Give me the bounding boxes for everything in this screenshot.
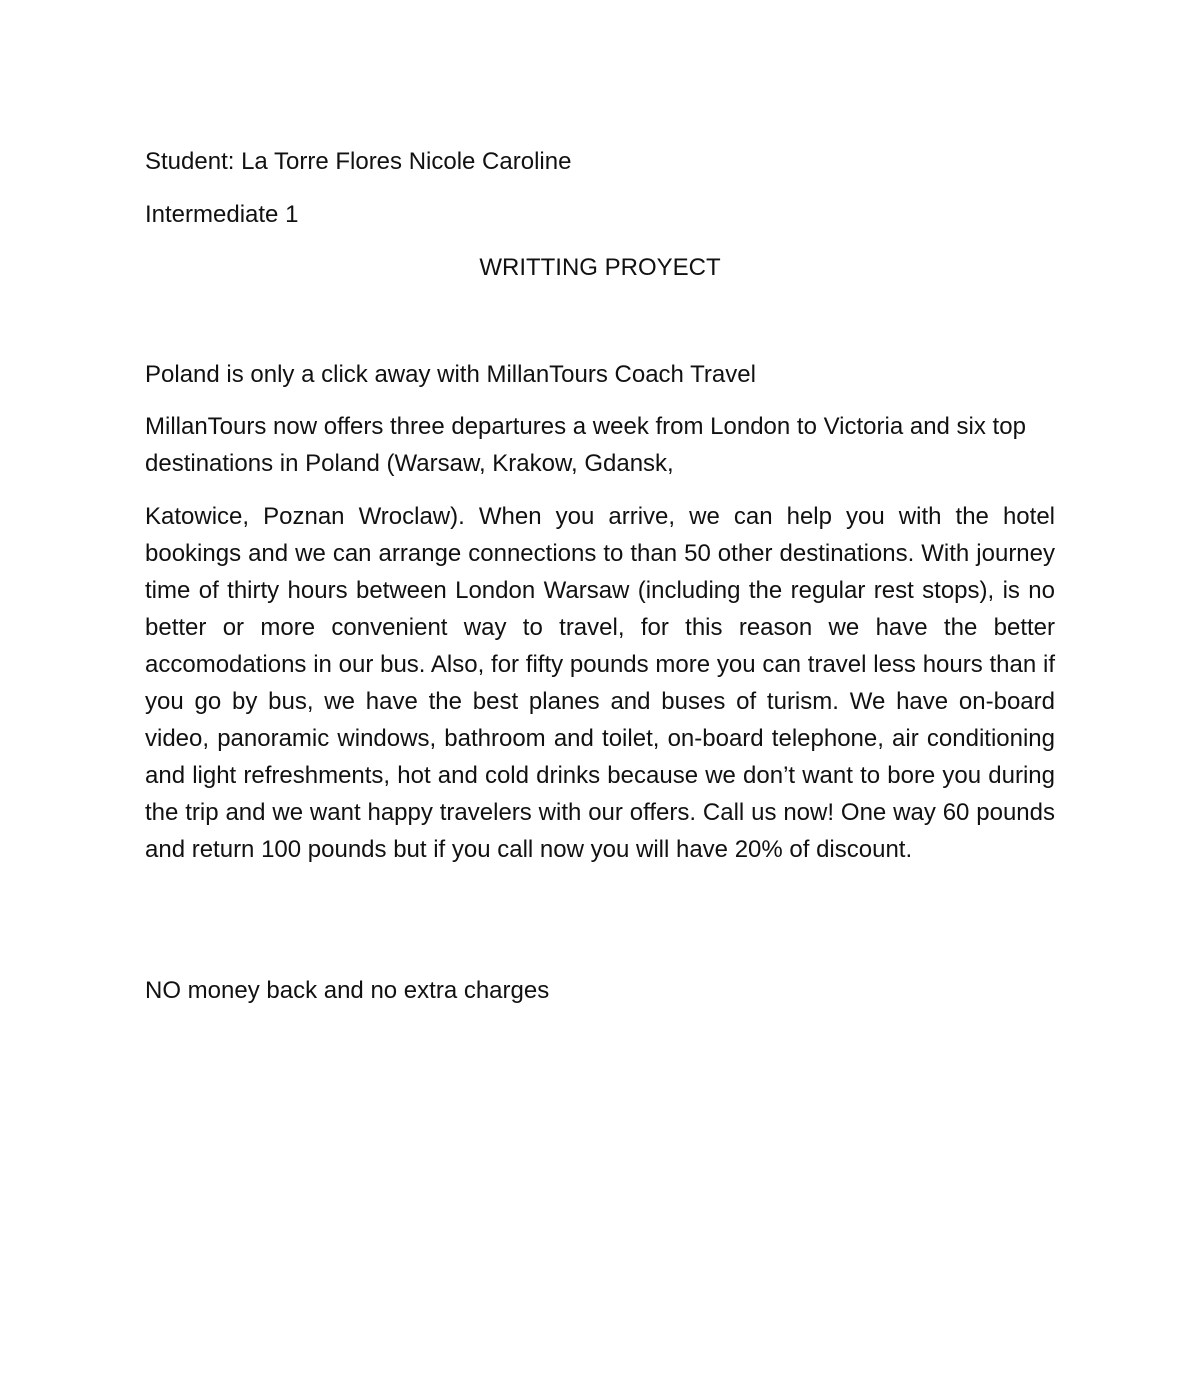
document-title: WRITTING PROYECT	[479, 254, 721, 281]
student-name-line: Student: La Torre Flores Nicole Caroline	[145, 148, 572, 175]
paragraph-main: Katowice, Poznan Wroclaw). When you arrive, we can help you with the hotel bookings and we can arrange connections to than 50 other destinations. With journey time of thirty hours between London Warsaw (including the regular rest stops), is no better or more convenient way to travel, for this reason we have the better accomodations in our bus. Also, for fifty pounds more you can travel less hours than if you go by bus, we have the best planes and buses of turism. We have on-board video, panoramic windows, bathroom and toilet, on-board telephone, air conditioning and light refreshments, hot and cold drinks because we don’t want to bore you during the trip and we want happy travelers with our offers. Call us now! One way 60 pounds and return 100 pounds but if you call now you will have 20% of discount.	[145, 503, 1055, 863]
footer-note: NO money back and no extra charges	[145, 977, 550, 1004]
level-line: Intermediate 1	[145, 201, 299, 228]
headline: Poland is only a click away with MillanTours Coach Travel	[145, 361, 756, 388]
paragraph-intro: MillanTours now offers three departures a week from London to Victoria and six top destinations in Poland (Warsaw, Krakow, Gdansk,	[145, 413, 1026, 477]
